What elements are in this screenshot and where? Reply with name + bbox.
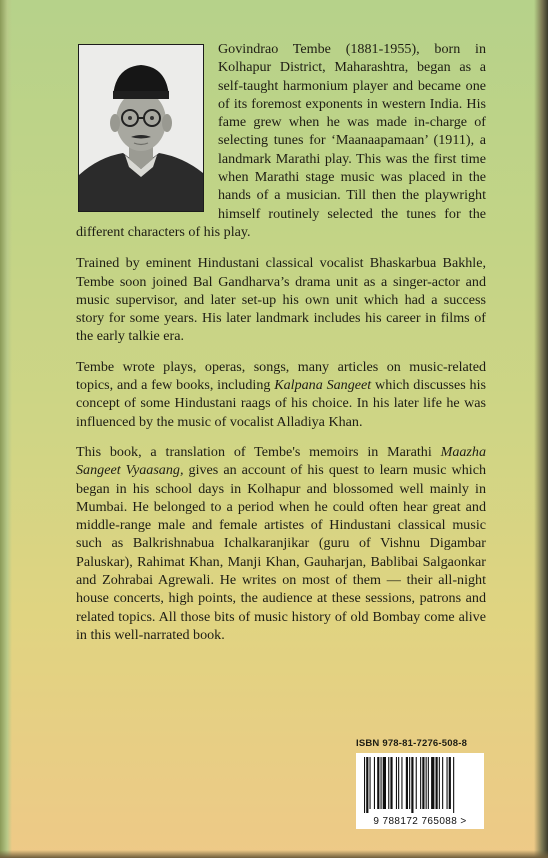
barcode-bar <box>381 757 382 809</box>
barcode-bar <box>431 757 434 809</box>
bio-paragraph-1: Govindrao Tembe (1881-1955), born in Kolhapur District, Maharashtra, began as a self-taught harmonium player and became one of its foremost exponents in western India. His fame grew when he was made in-charge of selecting tunes for ‘Maanaapamaan’ (1911), a landmark Marathi play. This was the first time when Marathi stage music was placed in the hands of a musician. Till then the playwright himself routinely selected the tunes for the different characters of his play. <box>76 41 486 240</box>
barcode-bar <box>411 757 413 813</box>
barcode-bars <box>356 753 484 813</box>
book-title-maazha-sangeet-vyaasang: Maazha Sangeet Vyaasang, <box>76 443 486 479</box>
right-edge <box>534 0 548 858</box>
barcode-bar <box>409 757 410 809</box>
barcode-bar <box>388 757 389 809</box>
barcode-bar <box>370 757 371 809</box>
bottom-edge <box>0 850 548 858</box>
bio-paragraph-3 <box>76 358 486 431</box>
barcode-bar <box>390 757 392 809</box>
barcode-bar <box>436 757 438 809</box>
barcode-bar <box>422 757 424 809</box>
barcode-bar <box>401 757 402 809</box>
barcode-bar <box>383 757 386 809</box>
barcode-bar <box>426 757 427 809</box>
barcode-bar <box>439 757 440 809</box>
book-title-kalpana-sangeet: Kalpana Sangeet <box>274 377 372 394</box>
barcode-bar <box>374 757 375 809</box>
barcode-bar <box>366 757 368 813</box>
barcode-bar <box>453 757 454 813</box>
barcode <box>356 753 484 829</box>
isbn-block <box>356 738 488 829</box>
barcode-bar <box>406 757 408 809</box>
barcode-bar <box>396 757 397 809</box>
bio-paragraph-4-text-b: gives an account of his quest to learn music which began in his school days in Kolhapur and blossomed well mainly in Mumbai. He belonged to a period when he could often hear great and middle-range male and female artistes of Hindustani classical music such as Balkrishnabua Ichalkaranjikar (guru of Vishnu Digambar Paluskar), Rahimat Khan, Manji Khan, Gauharjan, Bablibai Salgaonkar and Zohrabai Agrewali. He writes on most of them — their all-night house concerts, high points, the audience at these sessions, patrons and related topics. All those bits of music history of old Bombay come alive in this well-narrated book. <box>76 462 486 643</box>
isbn-label: ISBN 978-81-7276-508-8 <box>356 738 468 749</box>
barcode-bar <box>398 757 399 809</box>
left-edge <box>0 0 12 858</box>
barcode-bar <box>420 757 421 809</box>
barcode-bar <box>416 757 417 809</box>
back-cover-text <box>76 40 486 656</box>
barcode-bar <box>377 757 379 809</box>
barcode-bar <box>442 757 443 809</box>
bio-paragraph-4-text-a: This book, a translation of Tembe's memoirs in Marathi <box>76 443 441 460</box>
bio-paragraph-4 <box>76 443 486 644</box>
barcode-digits: 9 788172 765088 > <box>373 816 467 827</box>
barcode-bar <box>447 757 448 809</box>
barcode-bar <box>364 757 365 813</box>
bio-paragraph-3-text-b: which discusses his concept of some Hindustani raags of his choice. In his later life he was influenced by the music of vocalist Alladiya Khan. <box>76 377 486 430</box>
barcode-bar <box>428 757 429 809</box>
bio-paragraph-2: Trained by eminent Hindustani classical vocalist Bhaskarbua Bakhle, Tembe soon joined Bal Gandharva’s drama unit as a singer-actor and music supervisor, and later set-up his own unit which had a success story for some years. His later landmark includes his career in films of the early talkie era. <box>76 255 486 345</box>
barcode-bar <box>449 757 451 809</box>
bio-paragraph-3-text-a: Tembe wrote plays, operas, songs, many articles on music-related topics, and a few books, including <box>76 358 486 394</box>
author-portrait <box>78 44 204 212</box>
